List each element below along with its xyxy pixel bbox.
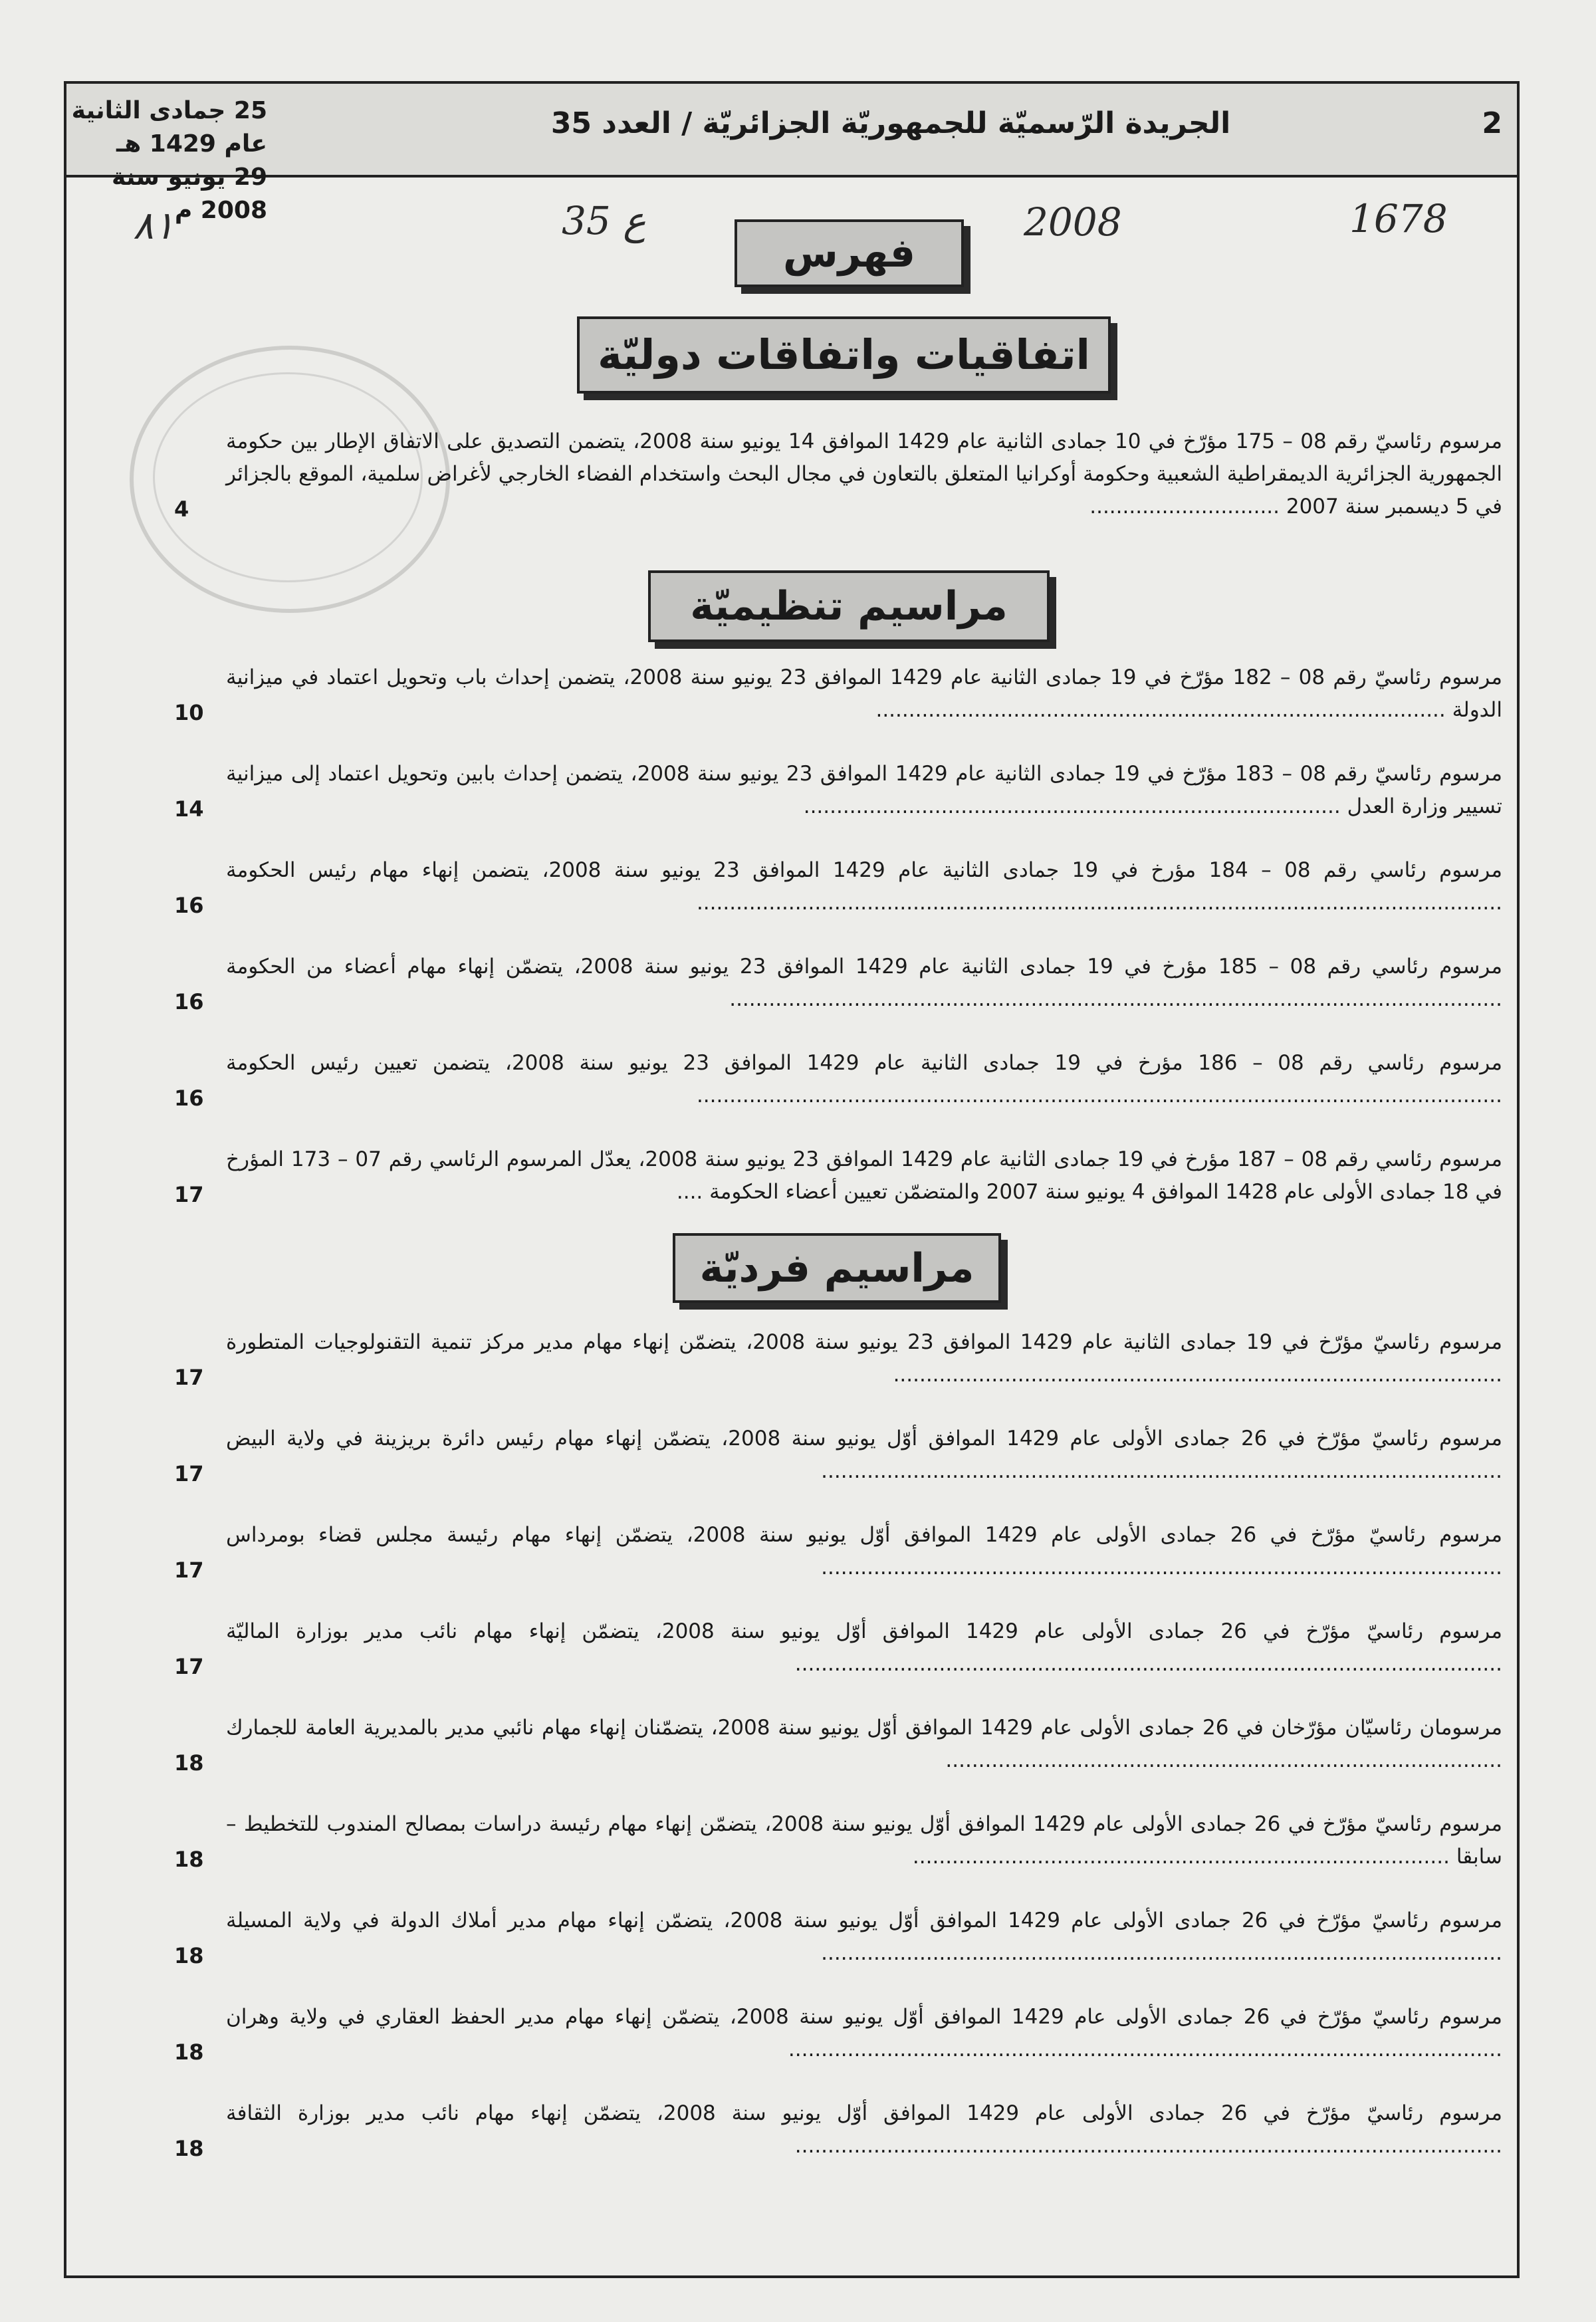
toc-entry [174,2097,1502,2162]
toc-entry-text: مرسوم رئاسيّ مؤرّخ في 26 جمادى الأولى عام 1429 الموافق أوّل يونيو سنة 2008، يتضمّن إنهاء مهام مدير أملاك الدولة في ولاية المسيلة ........................................................................................................ [226,1909,1502,1965]
handwritten-note-ref: 1678 [1349,196,1448,241]
header-title: الجريدة الرّسميّة للجمهوريّة الجزائريّة / العدد 35 [550,106,1231,140]
toc-entry [174,661,1502,727]
index-title: فهرس [735,219,964,287]
handwritten-note-issue: ع 35 [562,198,646,243]
toc-entry [174,951,1502,1016]
individual-section-title: مراسيم فرديّة [673,1233,1001,1303]
toc-entry [174,1423,1502,1488]
toc-entry-page: 18 [174,1847,204,1872]
toc-entry-page: 16 [174,989,204,1014]
toc-entry [174,1326,1502,1391]
toc-entry-text: مرسوم رئاسي رقم 08 – 185 مؤرخ في 19 جمادى الثانية عام 1429 الموافق 23 يونيو سنة 2008، يتضمّن إنهاء مهام أعضاء من الحكومة ...................................................................................................................... [226,955,1502,1011]
toc-entry [174,1519,1502,1584]
regulatory-section-title: مراسيم تنظيميّة [648,570,1050,642]
toc-entry-page: 18 [174,2136,204,2161]
toc-entry-text: مرسوم رئاسيّ مؤرّخ في 26 جمادى الأولى عام 1429 الموافق أوّل يونيو سنة 2008، يتضمّن إنهاء مهام رئيسة دراسات بمصالح المندوب للتخطيط – سابقا .................................................................................. [226,1812,1502,1869]
toc-entry-page: 17 [174,1558,204,1583]
toc-entry-page: 18 [174,1750,204,1776]
toc-entry-text: مرسوم رئاسي رقم 08 – 186 مؤرخ في 19 جمادى الثانية عام 1429 الموافق 23 يونيو سنة 2008، يتضمن تعيين رئيس الحكومة ........................................................................................................................... [226,1051,1502,1107]
toc-entry-page: 18 [174,2039,204,2065]
handwritten-note-year: 2008 [1024,199,1122,245]
toc-entry-text: مرسوم رئاسيّ مؤرّخ في 26 جمادى الأولى عام 1429 الموافق أوّل يونيو سنة 2008، يتضمّن إنهاء مهام نائب مدير بوزارة الثقافة ............................................................................................................ [226,2101,1502,2158]
toc-entry [174,2001,1502,2066]
handwritten-note-left: ٨١ [133,203,175,248]
toc-entry [174,854,1502,919]
toc-entry-text: مرسوم رئاسيّ رقم 08 – 182 مؤرّخ في 19 جمادى الثانية عام 1429 الموافق 23 يونيو سنة 2008، يتضمن إحداث باب وتحويل اعتماد في ميزانية الدولة ....................................................................................... [226,665,1502,722]
toc-entry-text: مرسوم رئاسيّ رقم 08 – 175 مؤرّخ في 10 جمادى الثانية عام 1429 الموافق 14 يونيو سنة 2008، يتضمن التصديق على الاتفاق الإطار بين حكومة الجمهورية الجزائرية الديمقراطية الشعبية وحكومة أوكرانيا المتعلق بالتعاون في مجال البحث واستخدام الفضاء الخارجي لأغراض سلمية، الموقع بالجزائر في 5 ديسمبر سنة 2007 ............................. [226,429,1502,519]
toc-entry [174,758,1502,823]
toc-entry-text: مرسوم رئاسيّ مؤرّخ في 26 جمادى الأولى عام 1429 الموافق أوّل يونيو سنة 2008، يتضمّن إنهاء مهام نائب مدير بوزارة الماليّة ............................................................................................................ [226,1619,1502,1676]
toc-entry-page: 16 [174,1086,204,1111]
toc-entry [174,1615,1502,1681]
page-number: 2 [1482,106,1502,140]
toc-entry-text: مرسوم رئاسيّ مؤرّخ في 26 جمادى الأولى عام 1429 الموافق أوّل يونيو سنة 2008، يتضمّن إنهاء مهام رئيسة مجلس قضاء بومرداس ........................................................................................................ [226,1523,1502,1579]
toc-entry [174,1712,1503,1777]
toc-entry-text: مرسوم رئاسي رقم 08 – 187 مؤرخ في 19 جمادى الثانية عام 1429 الموافق 23 يونيو سنة 2008، يعدّل المرسوم الرئاسي رقم 07 – 173 المؤرخ في 18 جمادى الأولى عام 1428 الموافق 4 يونيو سنة 2007 والمتضمّن تعيين أعضاء الحكومة .... [226,1147,1502,1204]
toc-entry-text: مرسوم رئاسيّ مؤرّخ في 19 جمادى الثانية عام 1429 الموافق 23 يونيو سنة 2008، يتضمّن إنهاء مهام مدير مركز تنمية التقنولوجيات المتطورة ............................................................................................. [226,1330,1502,1387]
toc-entry-page: 10 [174,700,204,725]
toc-entry [174,1143,1502,1209]
toc-entry-text: مرسوم رئاسيّ رقم 08 – 183 مؤرّخ في 19 جمادى الثانية عام 1429 الموافق 23 يونيو سنة 2008، يتضمن إحداث بابين وتحويل اعتماد إلى ميزانية تسيير وزارة العدل .................................................................................. [226,762,1502,818]
toc-entry [174,1047,1502,1112]
toc-entry-page: 17 [174,1654,204,1679]
toc-entry [174,1808,1502,1873]
agreements-section-title: اتفاقيات واتفاقات دوليّة [577,316,1111,394]
toc-entry-page: 14 [174,796,204,822]
toc-entry-text: مرسوم رئاسي رقم 08 – 184 مؤرخ في 19 جمادى الثانية عام 1429 الموافق 23 يونيو سنة 2008، يتضمن إنهاء مهام رئيس الحكومة ........................................................................................................................... [226,858,1502,915]
toc-entry-page: 17 [174,1365,204,1390]
toc-entry-page: 17 [174,1182,204,1207]
toc-entry-page: 4 [174,497,189,522]
toc-entry [174,1905,1502,1970]
header-date-hijri: 25 جمادى الثانية عام 1429 هـ [71,97,267,158]
header-date-gregorian: 29 يونيو سنة 2008 م [112,164,267,224]
toc-entry-page: 17 [174,1461,204,1486]
toc-entry [174,425,1502,523]
toc-entry-text: مرسومان رئاسيّان مؤرّخان في 26 جمادى الأولى عام 1429 الموافق أوّل يونيو سنة 2008، يتضمّنان إنهاء مهام نائبي مدير بالمديرية العامة للجمارك ..................................................................................... [226,1716,1503,1772]
toc-entry-page: 16 [174,893,204,918]
toc-entry-text: مرسوم رئاسيّ مؤرّخ في 26 جمادى الأولى عام 1429 الموافق أوّل يونيو سنة 2008، يتضمّن إنهاء مهام مدير الحفظ العقاري في ولاية وهران ............................................................................................................. [226,2005,1502,2061]
toc-entry-page: 18 [174,1943,204,1968]
toc-entry-text: مرسوم رئاسيّ مؤرّخ في 26 جمادى الأولى عام 1429 الموافق أوّل يونيو سنة 2008، يتضمّن إنهاء مهام رئيس دائرة بريزينة في ولاية البيض ........................................................................................................ [226,1427,1502,1483]
